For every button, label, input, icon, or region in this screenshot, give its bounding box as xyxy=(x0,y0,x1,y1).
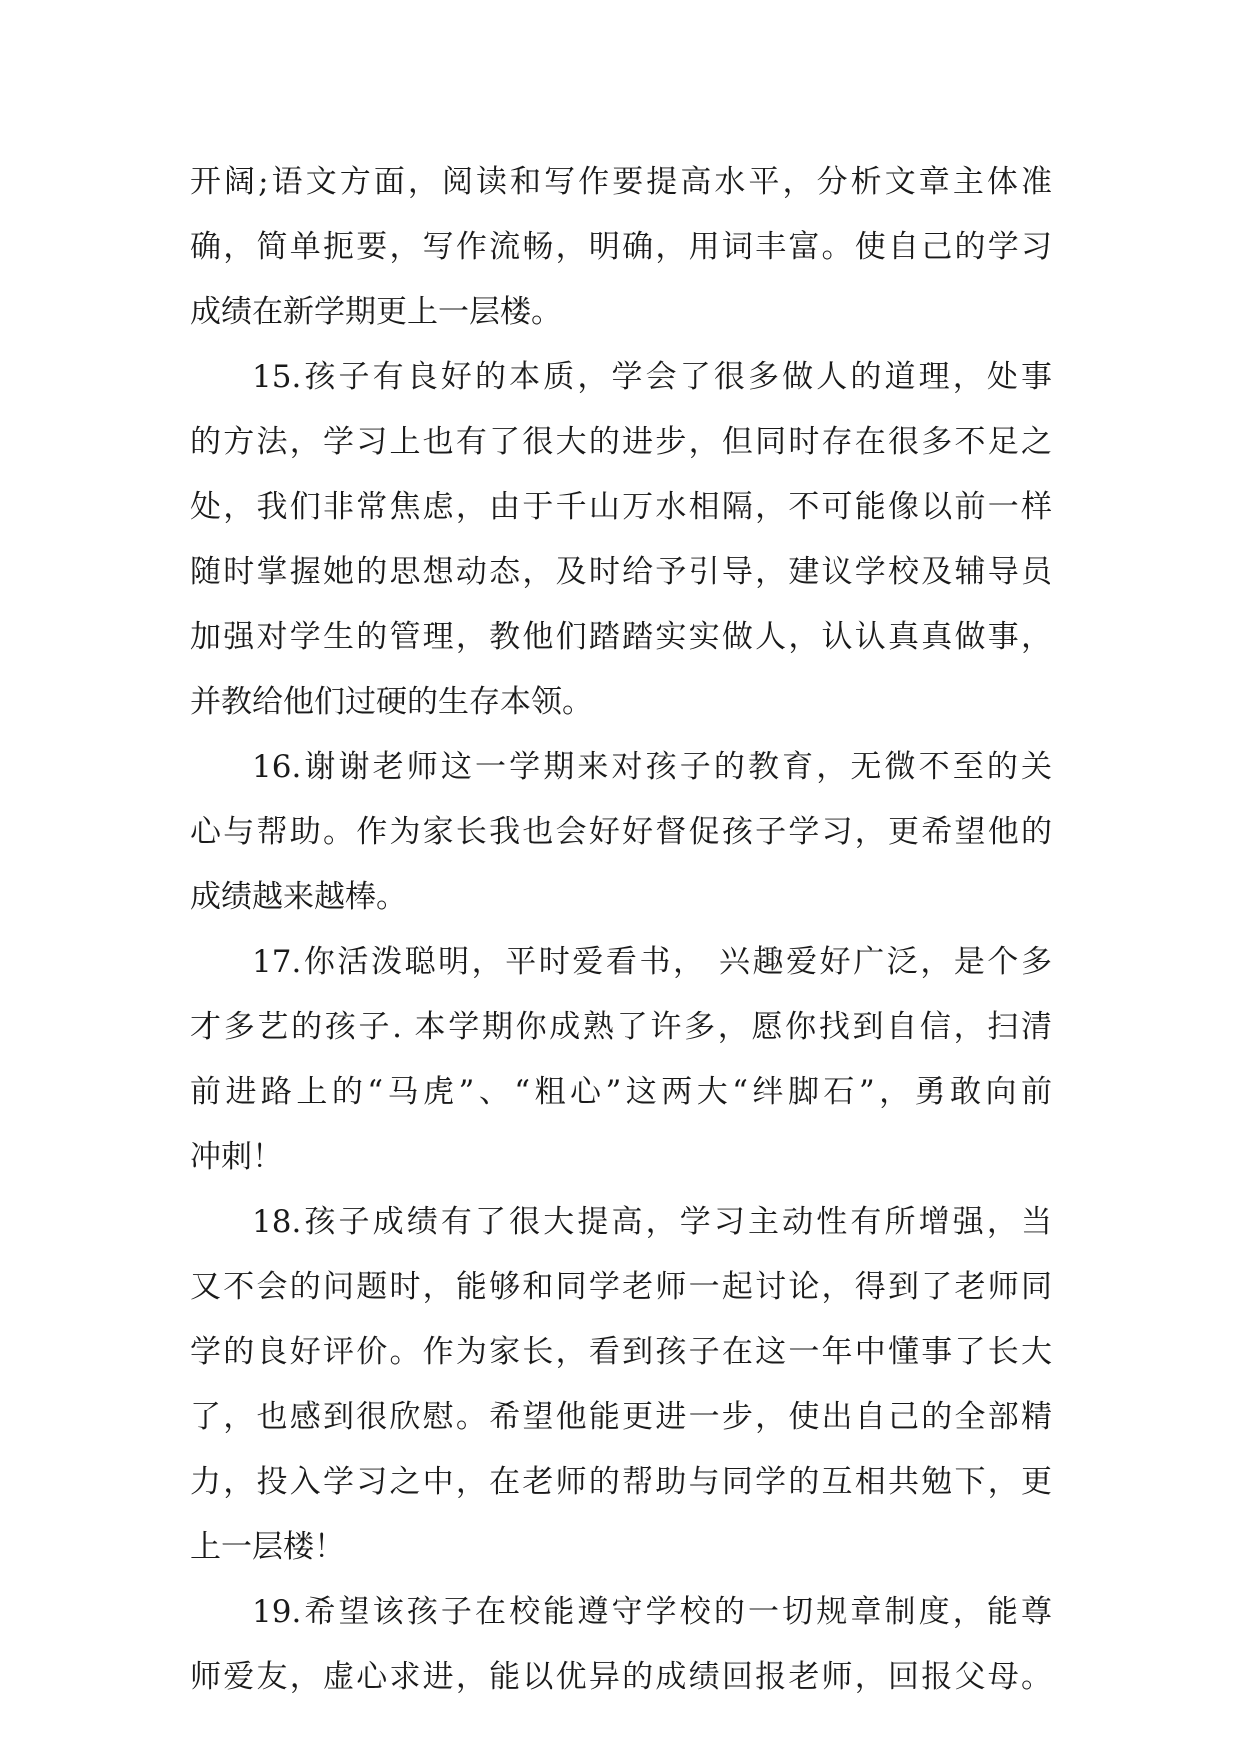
text-line: 开阔;语文方面，阅读和写作要提高水平，分析文章主体准 xyxy=(190,164,1052,200)
text-line: 力，投入学习之中，在老师的帮助与同学的互相共勉下，更 xyxy=(190,1464,1052,1500)
text-line: 随时掌握她的思想动态，及时给予引导，建议学校及辅导员 xyxy=(190,554,1052,590)
text-line: 成绩在新学期更上一层楼。 xyxy=(190,294,562,330)
text-line: 才多艺的孩子. 本学期你成熟了许多，愿你找到自信，扫清 xyxy=(190,1009,1052,1045)
text-line: 处，我们非常焦虑，由于千山万水相隔，不可能像以前一样 xyxy=(190,489,1052,525)
text-line: 成绩越来越棒。 xyxy=(190,879,407,915)
text-line: 了，也感到很欣慰。希望他能更进一步，使出自己的全部精 xyxy=(190,1399,1052,1435)
text-line: 冲刺！ xyxy=(190,1139,283,1175)
text-line: 前进路上的“马虎”、“粗心”这两大“绊脚石”，勇敢向前 xyxy=(190,1074,1052,1110)
text-line: 学的良好评价。作为家长，看到孩子在这一年中懂事了长大 xyxy=(190,1334,1052,1370)
text-line: 心与帮助。作为家长我也会好好督促孩子学习，更希望他的 xyxy=(190,814,1052,850)
text-line: 上一层楼！ xyxy=(190,1529,345,1565)
text-line: 确，简单扼要，写作流畅，明确，用词丰富。使自己的学习 xyxy=(190,229,1052,265)
document-body xyxy=(190,150,1052,1710)
text-line: 并教给他们过硬的生存本领。 xyxy=(190,684,593,720)
text-line: 加强对学生的管理，教他们踏踏实实做人，认认真真做事， xyxy=(190,619,1052,655)
text-line: 17.你活泼聪明，平时爱看书， 兴趣爱好广泛，是个多 xyxy=(252,944,1052,980)
text-line: 又不会的问题时，能够和同学老师一起讨论，得到了老师同 xyxy=(190,1269,1052,1305)
text-line: 15.孩子有良好的本质，学会了很多做人的道理，处事 xyxy=(252,359,1052,395)
text-line: 18.孩子成绩有了很大提高，学习主动性有所增强，当 xyxy=(252,1204,1052,1240)
text-line: 的方法，学习上也有了很大的进步，但同时存在很多不足之 xyxy=(190,424,1052,460)
text-line: 16.谢谢老师这一学期来对孩子的教育，无微不至的关 xyxy=(252,749,1052,785)
text-line: 19.希望该孩子在校能遵守学校的一切规章制度，能尊 xyxy=(252,1594,1052,1630)
text-line: 师爱友，虚心求进，能以优异的成绩回报老师，回报父母。 xyxy=(190,1659,1052,1695)
